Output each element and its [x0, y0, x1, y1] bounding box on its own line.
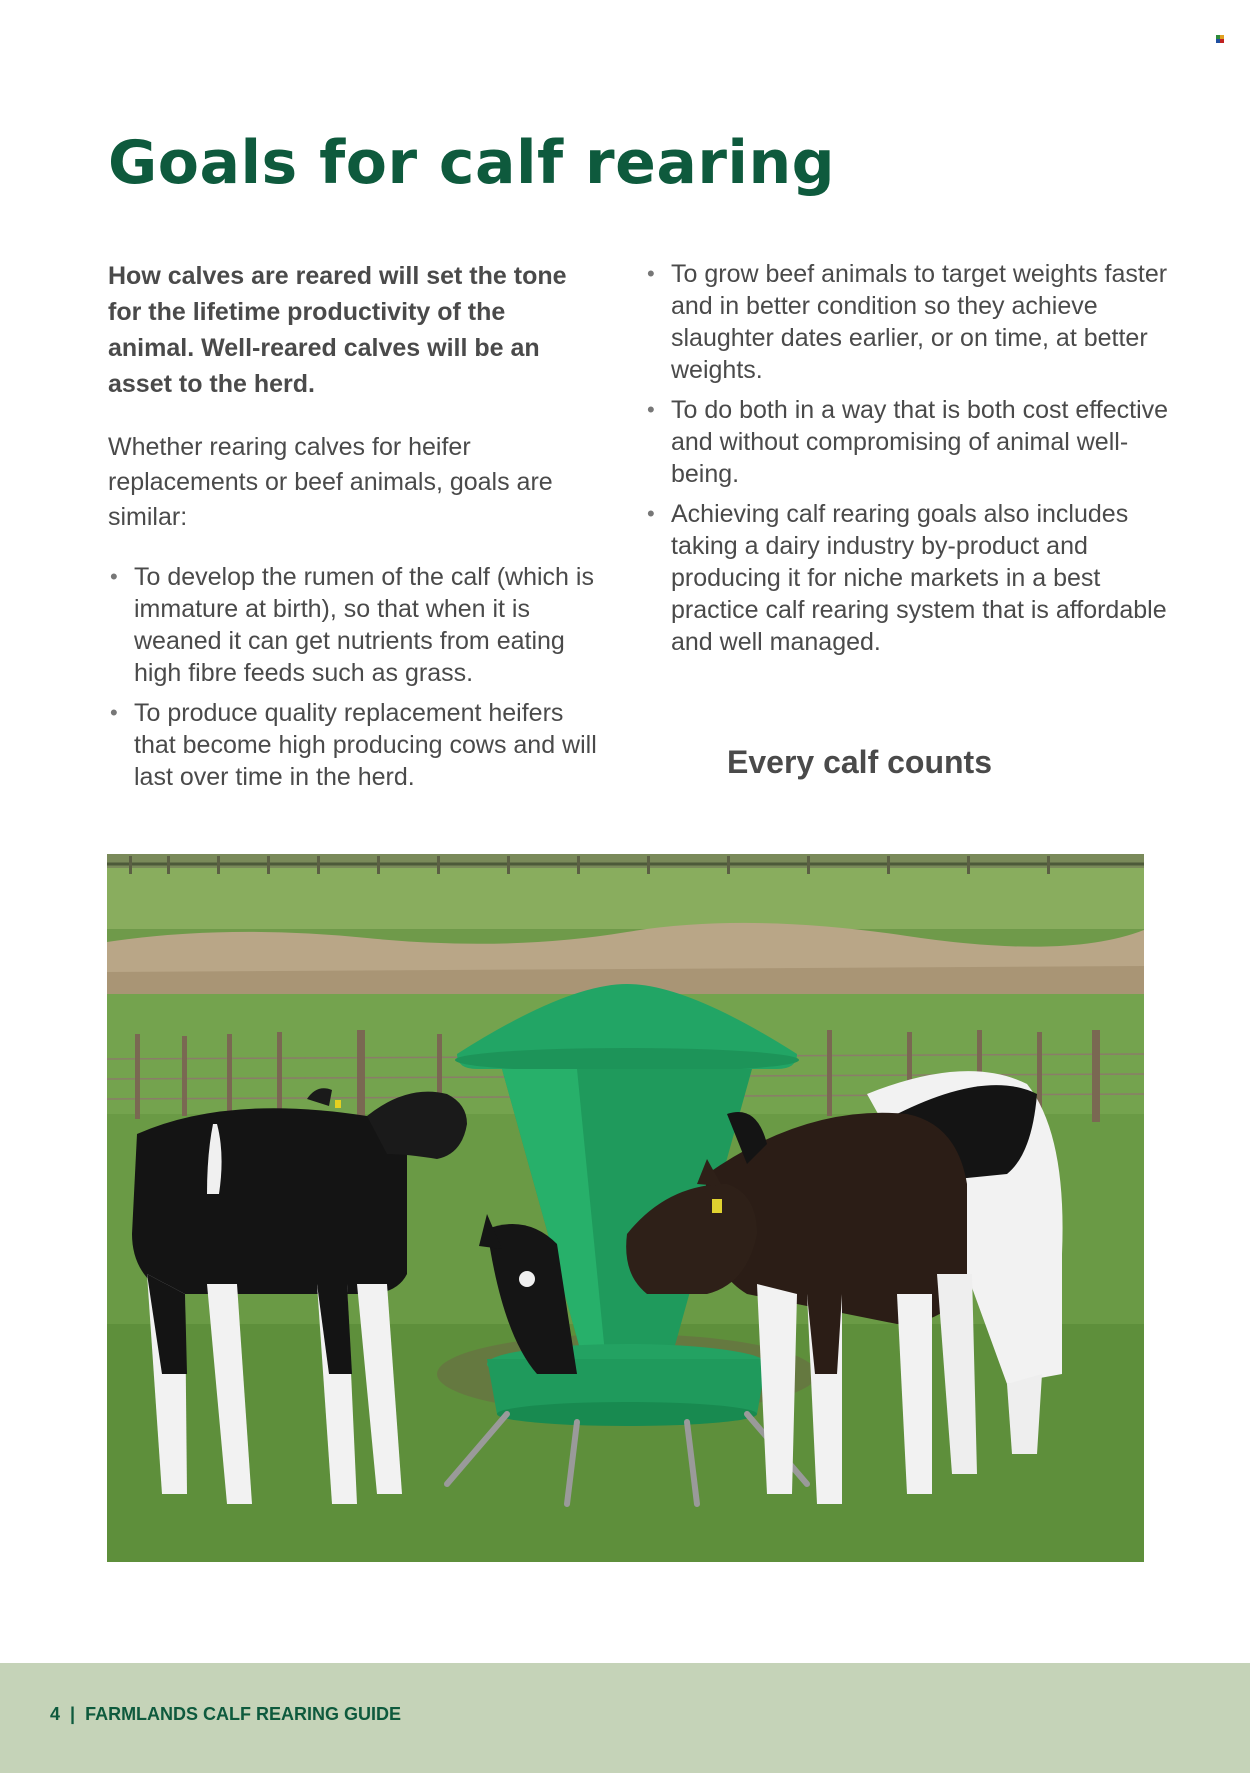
- list-item-text: To develop the rumen of the calf (which is immature at birth), so that when it is weaned it can get nutrients from eating high fibre feeds such as grass.: [134, 563, 594, 687]
- bullet-icon: •: [647, 397, 655, 422]
- calves-feeding-photo: [107, 854, 1144, 1562]
- intro-paragraph: Whether rearing calves for heifer replacements or beef animals, goals are similar:: [108, 433, 553, 531]
- bullet-icon: •: [110, 700, 118, 725]
- list-item-text: To grow beef animals to target weights faster and in better condition so they achieve slaughter dates earlier, or on time, at better weights.: [671, 260, 1168, 384]
- right-column: [645, 258, 1169, 666]
- list-item: [108, 561, 608, 689]
- footer-separator: |: [70, 1704, 76, 1724]
- guide-title: FARMLANDS CALF REARING GUIDE: [85, 1704, 402, 1724]
- right-bullet-list: [645, 258, 1169, 658]
- bullet-icon: •: [110, 564, 118, 589]
- list-item: [645, 394, 1171, 490]
- corner-registration-mark: [1216, 35, 1224, 43]
- list-item: [645, 258, 1171, 386]
- left-column: [108, 258, 608, 801]
- list-item-text: To do both in a way that is both cost effective and without compromising of animal well-being.: [671, 396, 1169, 488]
- list-item-text: To produce quality replacement heifers that become high producing cows and will last over time in the herd.: [134, 699, 597, 791]
- page-number: 4: [50, 1704, 61, 1724]
- bullet-icon: •: [647, 501, 655, 526]
- list-item: [645, 498, 1171, 658]
- lead-paragraph: How calves are reared will set the tone for the lifetime productivity of the animal. Well-reared calves will be an asset to the herd.: [108, 262, 567, 398]
- list-item-text: Achieving calf rearing goals also includes taking a dairy industry by-product and producing it for niche markets in a best practice calf rearing system that is affordable and well managed.: [671, 500, 1167, 656]
- bullet-icon: •: [647, 261, 655, 286]
- tagline: Every calf counts: [727, 744, 992, 780]
- footer-caption: [50, 1704, 401, 1725]
- list-item: [108, 697, 608, 793]
- page-title: Goals for calf rearing: [108, 128, 836, 198]
- left-bullet-list: [108, 561, 608, 793]
